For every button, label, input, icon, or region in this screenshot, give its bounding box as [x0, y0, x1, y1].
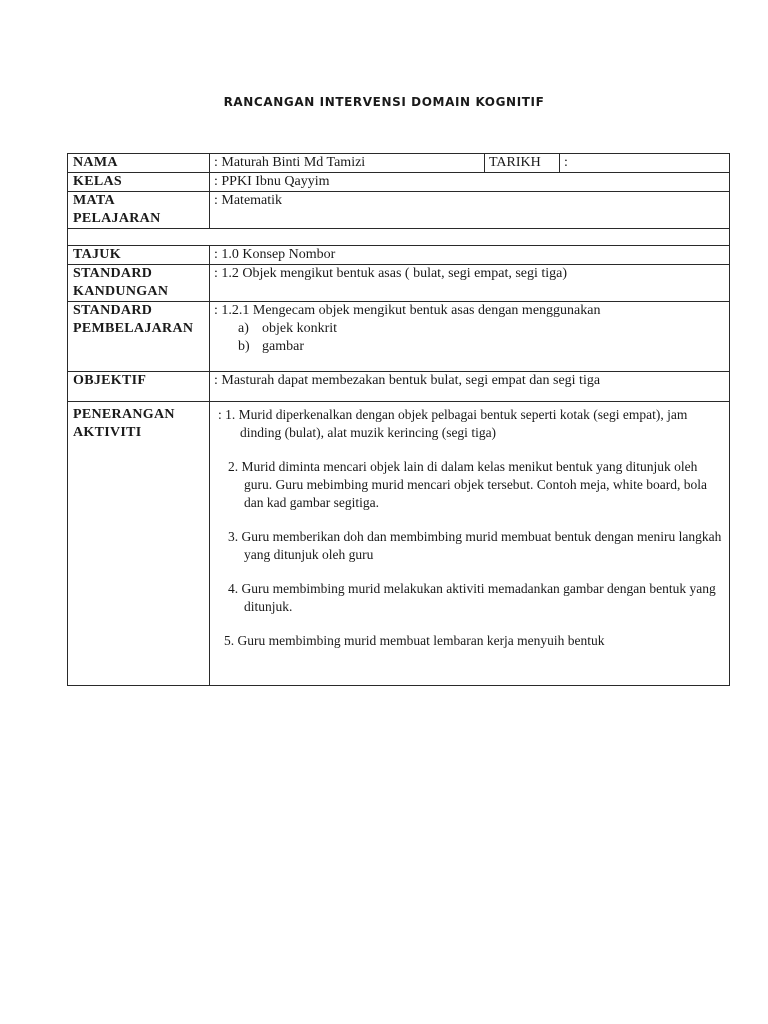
sp-item-text: objek konkrit: [262, 321, 338, 336]
intervention-plan-table: [67, 153, 730, 686]
kelas-label: KELAS: [68, 173, 210, 192]
sp-item-marker: a): [238, 321, 249, 336]
mata-pelajaran-label: [68, 192, 210, 229]
sp-item-marker: b): [238, 339, 250, 354]
aktiviti-spacer: [214, 512, 724, 528]
sp-label-line1: STANDARD: [73, 303, 153, 318]
spacer-cell: [68, 229, 730, 246]
aktiviti-item: 2. Murid diminta mencari objek lain di dalam kelas menikut bentuk yang ditunjuk oleh guru. Guru mebimbing murid mencari objek tersebut. Contoh meja, white board, bola dan kad gambar segitiga.: [228, 459, 708, 510]
row-objektif: [68, 372, 730, 402]
mata-label-line2: PELAJARAN: [73, 211, 161, 226]
sp-label-line2: PEMBELAJARAN: [73, 321, 194, 336]
row-kelas: [68, 173, 730, 192]
mata-label-line1: MATA: [73, 193, 115, 208]
standard-kandungan-label: [68, 265, 210, 302]
standard-kandungan-value: : 1.2 Objek mengikut bentuk asas ( bulat, segi empat, segi tiga): [210, 265, 730, 302]
row-standard-pembelajaran: [68, 302, 730, 372]
aktiviti-spacer: [214, 616, 724, 632]
row-nama: [68, 154, 730, 173]
aktiviti-item: : 1. Murid diperkenalkan dengan objek pelbagai bentuk seperti kotak (segi empat), jam dinding (bulat), alat muzik kerincing (segi tiga): [218, 407, 688, 440]
aktiviti-list: [210, 402, 730, 686]
standard-pembelajaran-label: [68, 302, 210, 372]
tarikh-value: :: [560, 154, 730, 173]
aktiviti-label-line1: PENERANGAN: [73, 407, 175, 422]
row-spacer: [68, 229, 730, 246]
nama-label: NAMA: [68, 154, 210, 173]
tarikh-label: TARIKH: [485, 154, 560, 173]
aktiviti-spacer: [214, 564, 724, 580]
sk-label-line1: STANDARD: [73, 266, 153, 281]
sp-item-text: gambar: [262, 339, 304, 354]
aktiviti-label-line2: AKTIVITI: [73, 425, 142, 440]
standard-pembelajaran-value: [210, 302, 730, 372]
aktiviti-spacer: [214, 442, 724, 458]
aktiviti-item: 5. Guru membimbing murid membuat lembaran kerja menyuih bentuk: [224, 633, 605, 648]
tajuk-value: : 1.0 Konsep Nombor: [210, 246, 730, 265]
mata-pelajaran-value: : Matematik: [210, 192, 730, 229]
document-title: RANCANGAN INTERVENSI DOMAIN KOGNITIF: [223, 95, 545, 109]
sp-value-text: : 1.2.1 Mengecam objek mengikut bentuk asas dengan menggunakan: [214, 303, 601, 318]
sp-sublist: [238, 320, 724, 356]
sp-item: [238, 338, 724, 356]
penerangan-aktiviti-label: [68, 402, 210, 686]
sp-item: [238, 320, 724, 338]
aktiviti-item: 4. Guru membimbing murid melakukan aktiviti memadankan gambar dengan bentuk yang ditunjuk.: [228, 581, 716, 614]
row-tajuk: [68, 246, 730, 265]
sk-label-line2: KANDUNGAN: [73, 284, 169, 299]
objektif-label: OBJEKTIF: [68, 372, 210, 402]
tajuk-label: TAJUK: [68, 246, 210, 265]
row-penerangan-aktiviti: [68, 402, 730, 686]
aktiviti-item: 3. Guru memberikan doh dan membimbing murid membuat bentuk dengan meniru langkah yang ditunjuk oleh guru: [228, 529, 722, 562]
row-mata-pelajaran: [68, 192, 730, 229]
kelas-value: : PPKI Ibnu Qayyim: [210, 173, 730, 192]
row-standard-kandungan: [68, 265, 730, 302]
nama-value: : Maturah Binti Md Tamizi: [210, 154, 485, 173]
objektif-value: : Masturah dapat membezakan bentuk bulat, segi empat dan segi tiga: [210, 372, 730, 402]
